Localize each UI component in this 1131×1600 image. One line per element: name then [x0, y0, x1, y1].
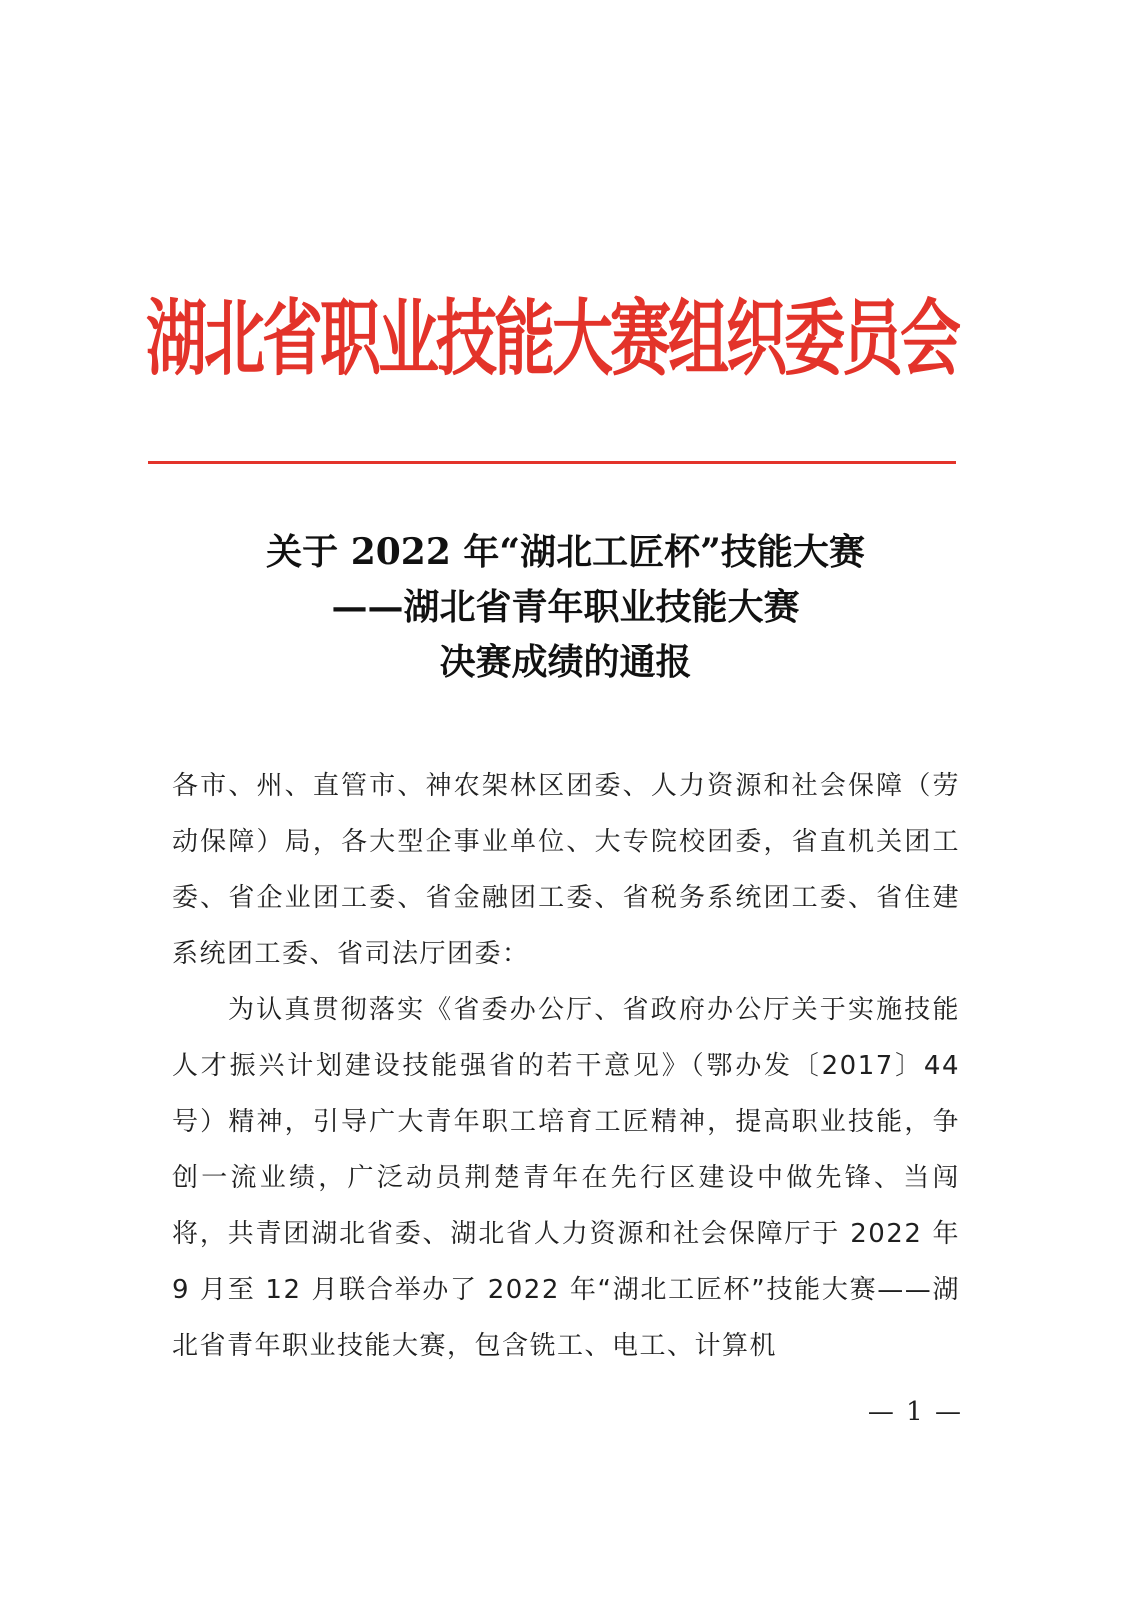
page-number: — 1 — — [867, 1397, 963, 1427]
issuing-organization-header: 湖北省职业技能大赛组织委员会 — [146, 290, 959, 387]
document-title-line-1: 关于 2022 年“湖北工匠杯”技能大赛 — [266, 531, 865, 573]
document-title — [120, 525, 1011, 690]
recipients-paragraph: 各市、州、直管市、神农架林区团委、人力资源和社会保障（劳动保障）局，各大型企事业单位、大专院校团委，省直机关团工委、省企业团工委、省金融团工委、省税务系统团工委、省住建系统团工委、省司法厅团委： — [172, 771, 960, 969]
red-divider-line — [148, 461, 956, 464]
document-title-line-3: 决赛成绩的通报 — [439, 641, 692, 683]
body-paragraph-1: 为认真贯彻落实《省委办公厅、省政府办公厅关于实施技能人才振兴计划建设技能强省的若干意见》（鄂办发〔2017〕44 号）精神，引导广大青年职工培育工匠精神，提高职业技能，争创一流业绩，广泛动员荆楚青年在先行区建设中做先锋、当闯将，共青团湖北省委、湖北省人力资源和社会保障厅于 2022 年 9 月至 12 月联合举办了 2022 年“湖北工匠杯”技能大赛——湖北省青年职业技能大赛，包含铣工、电工、计算机 — [172, 995, 960, 1361]
document-body — [172, 758, 960, 1374]
document-title-line-2: ——湖北省青年职业技能大赛 — [331, 586, 800, 628]
